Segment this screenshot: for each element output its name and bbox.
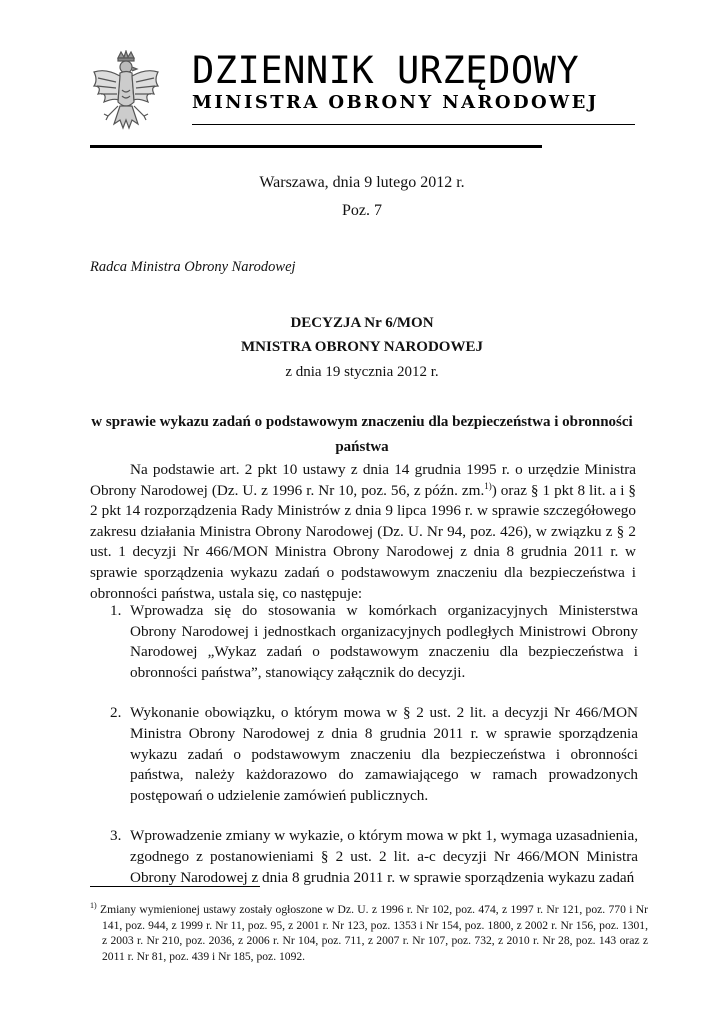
position-number: Poz. 7 <box>342 202 382 219</box>
item-text: Wprowadza się do stosowania w komórkach organizacyjnych Ministerstwa Obrony Narodowej i jednostkach organizacyjnych podległych Ministrowi Obrony Narodowej „Wykaz zadań o podstawowym znaczeniu dla bezpieczeństwa i obronności państwa”, stanowiący załącznik do decyzji. <box>130 602 638 681</box>
footnote <box>90 902 648 964</box>
preamble-paragraph <box>90 460 636 604</box>
item-text: Wprowadzenie zmiany w wykazie, o którym mowa w pkt 1, wymaga uzasadnienia, zgodnego z postanowieniami § 2 ust. 2 lit. a-c decyzji Nr 466/MON Ministra Obrony Narodowej z dnia 8 grudnia 2011 r. w sprawie sporządzenia wykazu zadań <box>130 827 638 886</box>
preamble-text-1: Na podstawie art. 2 pkt 10 ustawy z dnia 14 grudnia 1995 r. o urzędzie Ministra Obrony Narodowej (Dz. U. z 1996 r. Nr 10, poz. 56, z późn. zm. <box>90 461 636 499</box>
footnote-mark: 1) <box>90 901 97 911</box>
eagle-emblem-icon <box>88 50 164 142</box>
place-date: Warszawa, dnia 9 lutego 2012 r. <box>259 174 465 191</box>
masthead-title: DZIENNIK URZĘDOWY <box>192 49 580 92</box>
preamble-text-2: ) oraz § 1 pkt 8 lit. a i § 2 pkt 14 rozporządzenia Rady Ministrów z dnia 9 lipca 1996 r. w sprawie szczegółowego zakresu działania Ministra Obrony Narodowej (Dz. U. Nr 94, poz. 426), w związku z § 2 ust. 1 decyzji Nr 466/MON Ministra Obrony Narodowej z dnia 8 grudnia 2011 r. w sprawie sporządzenia wykazu zadań o podstawowym znaczeniu dla bezpieczeństwa i obronności państwa, ustala się, co następuje: <box>90 481 637 602</box>
masthead-rule <box>192 124 635 125</box>
item-number: 1. <box>110 602 122 619</box>
footnote-text: Zmiany wymienionej ustawy zostały ogłoszone w Dz. U. z 1996 r. Nr 102, poz. 474, z 1997 r. Nr 121, poz. 770 i Nr 141, poz. 944, z 1999 r. Nr 11, poz. 95, z 2001 r. Nr 123, poz. 1353 i Nr 154, poz. 1800, z 2002 r. Nr 156, poz. 1301, z 2003 r. Nr 210, poz. 2036, z 2006 r. Nr 104, poz. 711, z 2007 r. Nr 107, poz. 732, z 2010 r. Nr 28, poz. 143 oraz z 2011 r. Nr 81, poz. 439 i Nr 185, poz. 1092. <box>96 903 648 963</box>
decision-items-list <box>110 601 638 908</box>
masthead-thick-rule <box>90 145 542 148</box>
item-number: 3. <box>110 827 122 845</box>
item-number: 2. <box>110 704 122 722</box>
list-item <box>110 826 638 888</box>
footnote-reference[interactable]: 1) <box>484 480 492 491</box>
footnote-rule <box>90 886 260 887</box>
decision-minister: MNISTRA OBRONY NARODOWEJ <box>241 339 483 355</box>
decision-date: z dnia 19 stycznia 2012 r. <box>285 364 439 380</box>
author-line: Radca Ministra Obrony Narodowej <box>90 259 296 275</box>
list-item <box>110 703 638 806</box>
item-text: Wykonanie obowiązku, o którym mowa w § 2 ust. 2 lit. a decyzji Nr 466/MON Ministra Obrony Narodowej z dnia 8 grudnia 2011 r. w sprawie sporządzenia wykazu zadań o podstawowym znaczeniu dla bezpieczeństwa i obronności państwa, należy każdorazowo do zamawiającego w ramach prowadzonych postępowań o udzielenie zamówień publicznych. <box>130 704 638 804</box>
decision-title: DECYZJA Nr 6/MON <box>290 315 434 331</box>
list-item <box>110 601 638 683</box>
decision-subject: w sprawie wykazu zadań o podstawowym znaczeniu dla bezpieczeństwa i obronności państwa <box>91 414 633 455</box>
masthead-subtitle: MINISTRA OBRONY NARODOWEJ <box>192 92 599 113</box>
masthead <box>192 50 637 114</box>
